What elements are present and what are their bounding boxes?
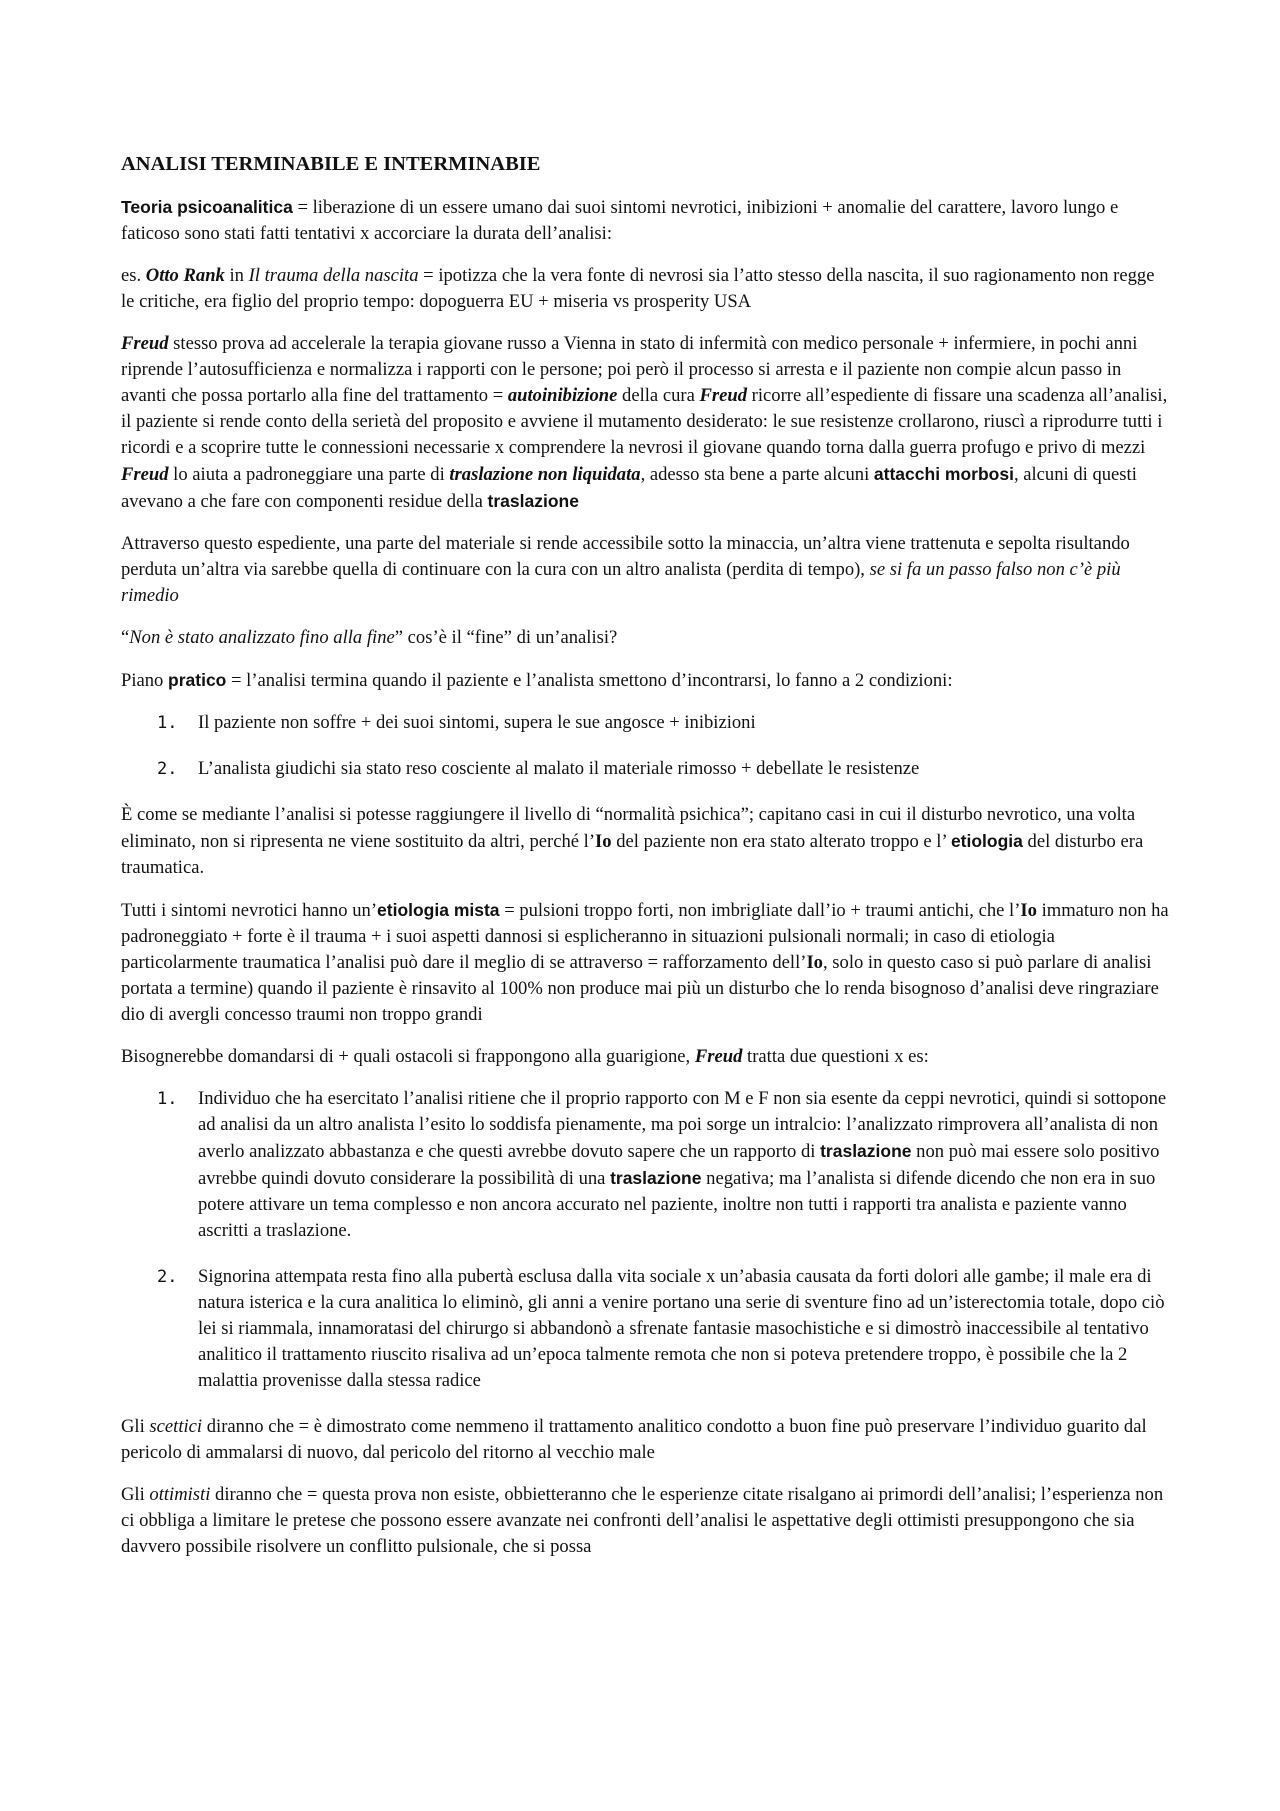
term-traslazione: traslazione [487,491,579,511]
name-otto-rank: Otto Rank [145,265,225,286]
paragraph-ostacoli: Bisognerebbe domandarsi di + quali ostacoli si frappongono alla guarigione, Freud tratta due questioni x es: [121,1046,929,1067]
name-freud: Freud [121,464,169,485]
list-number: 1. [157,713,178,733]
paragraph-theory: Teoria psicoanalitica = liberazione di un essere umano dai suoi sintomi nevrotici, inibizioni + anomalie del carattere, lavoro lungo e faticoso sono stati fatti tentativi x accorciare la durata dell’analisi: [121,197,1119,244]
list-number: 2. [157,759,178,779]
term-scettici: scettici [149,1416,203,1437]
paragraph-scettici: Gli scettici diranno che = è dimostrato come nemmeno il trattamento analitico condotto a buon fine può preservare l’individuo guarito dal pericolo di ammalarsi di nuovo, dal pericolo del ritorno al vecchio male [121,1416,1147,1463]
term-io: Io [1020,900,1037,921]
term-pratico: pratico [168,670,227,690]
term-io: Io [806,952,823,973]
paragraph-freud-case: Freud stesso prova ad accelerale la terapia giovane russo a Vienna in stato di infermità con medico personale + infermiere, in pochi anni riprende l’autosufficienza e normalizza i rapporti con le persone; poi però il processo si arresta e il paziente non compie alcun passo in avanti che possa portarlo alla fine del trattamento = autoinibizione della cura Freud ricorre all’espediente di fissare una scadenza all’analisi, il paziente si rende conto della serietà del proposito e avviene il mutamento desiderato: le sue resistenze crollarono, riuscì a riprodurre tutti i ricordi e a scoprire tutte le connessioni necessarie x comprendere la nevrosi il giovane quando torna dalla guerra profugo e privo di mezzi Freud lo aiuta a padroneggiare una parte di traslazione non liquidata, adesso sta bene a parte alcuni attacchi morbosi, alcuni di questi avevano a che fare con componenti residue della traslazione [121,333,1168,512]
paragraph-ottimisti: Gli ottimisti diranno che = questa prova non esiste, obbietteranno che le esperienze citate risalgano ai primordi dell’analisi; l’esperienza non ci obbliga a limitare le pretese che possono essere avanzate nei confronti dell’analisi le aspettative degli ottimisti presuppongono che sia davvero possibile risolvere un conflitto pulsionale, che si possa [121,1484,1164,1557]
quote-text: Non è stato analizzato fino alla fine [129,627,395,648]
book-title: Il trauma della nascita [248,265,419,286]
conditions-list [121,710,1171,782]
document-page [121,150,1171,1576]
paragraph-piano-pratico: Piano pratico = l’analisi termina quando il paziente e l’analista smettono d’incontrarsi, lo fanno a 2 condizioni: [121,670,953,691]
term-traslazione-non-liquidata: traslazione non liquidata [449,464,641,485]
list-item: 1. Il paziente non soffre + dei suoi sintomi, supera le sue angosce + inibizioni [121,710,1171,736]
list-item: 1. Individuo che ha esercitato l’analisi ritiene che il proprio rapporto con M e F non sia esente da ceppi nevrotici, quindi si sottopone ad analisi da un altro analista l’esito lo soddisfa pienamente, ma poi sorge un intralcio: l’analizzato rimprovera all’analista di non averlo analizzato abbastanza e che questi avrebbe dovuto sapere che un rapporto di traslazione non può mai essere solo positivo avrebbe quindi dovuto considerare la possibilità di una traslazione negativa; ma l’analista si difende dicendo che non era in suo potere attivare un tema complesso e non ancora accurato nel paziente, inoltre non tutti i rapporti tra analista e paziente vanno ascritti a traslazione. [157,1088,1167,1241]
name-freud: Freud [121,333,169,354]
term-etiologia-mista: etiologia mista [377,900,500,920]
document-title: ANALISI TERMINABILE E INTERMINABIE [121,153,541,175]
name-freud: Freud [699,385,748,406]
paragraph-rank: es. Otto Rank in Il trauma della nascita = ipotizza che la vera fonte di nevrosi sia l’atto stesso della nascita, il suo ragionamento non regge le critiche, era figlio del proprio tempo: dopoguerra EU + miseria vs prosperity USA [121,265,1155,312]
term-traslazione: traslazione [820,1141,912,1161]
list-item: 2. Signorina attempata resta fino alla pubertà esclusa dalla vita sociale x un’abasia causata da forti dolori alle gambe; il male era di natura isterica e la cura analitica lo eliminò, gli anni a venire portano una serie di sventure fino ad un’isterectomia totale, dopo ciò lei si riammala, innamoratasi del chirurgo si abbandonò a sfrenate fantasie masochistiche e si dimostrò inaccessibile al tentativo analitico il trattamento riuscito risaliva ad un’epoca talmente remota che non si poteva pretendere troppo, è possibile che la 2 malattia provenisse dalla stessa radice [157,1266,1165,1391]
term-teoria: Teoria psicoanalitica [121,197,293,217]
paragraph-quote: “Non è stato analizzato fino alla fine” cos’è il “fine” di un’analisi? [121,627,618,648]
term-attacchi-morbosi: attacchi morbosi [873,464,1014,484]
list-item: 2. L’analista giudichi sia stato reso cosciente al malato il materiale rimosso + debellate le resistenze [121,756,1171,782]
term-traslazione: traslazione [610,1168,702,1188]
paragraph-etiologia-mista: Tutti i sintomi nevrotici hanno un’etiologia mista = pulsioni troppo forti, non imbrigliate dall’io + traumi antichi, che l’Io immaturo non ha padroneggiato + forte è il trauma + i suoi aspetti dannosi si esplicheranno in situazioni pulsionali normali; in caso di etiologia particolarmente traumatica l’analisi può dare il meglio di se attraverso = rafforzamento dell’Io, solo in questo caso si può parlare di analisi portata a termine) quando il paziente è rinsavito al 100% non produce mai più un disturbo che lo renda bisognoso d’analisi deve ringraziare dio di avergli concesso traumi non troppo grandi [121,900,1169,1025]
list-number: 2. [157,1267,178,1287]
term-ottimisti: ottimisti [149,1484,211,1505]
list-number: 1. [157,1089,178,1109]
paragraph-espediente: Attraverso questo espediente, una parte del materiale si rende accessibile sotto la minaccia, un’altra viene trattenuta e sepolta risultando perduta un’altra via sarebbe quella di continuare con la cura con un altro analista (perdita di tempo), se si fa un passo falso non c’è più rimedio [121,533,1130,606]
name-freud: Freud [694,1046,743,1067]
term-io: Io [595,831,612,852]
paragraph-normalita: È come se mediante l’analisi si potesse raggiungere il livello di “normalità psichica”; capitano casi in cui il disturbo nevrotico, una volta eliminato, non si ripresenta ne viene sostituito da altri, perché l’Io del paziente non era stato alterato troppo e l’ etiologia del disturbo era traumatica. [121,804,1144,878]
term-etiologia: etiologia [950,831,1023,851]
term-autoinibizione: autoinibizione [507,385,618,406]
cases-list [121,1086,1171,1394]
italic-remark: se si fa un passo falso non c’è più rimedio [121,559,1121,606]
